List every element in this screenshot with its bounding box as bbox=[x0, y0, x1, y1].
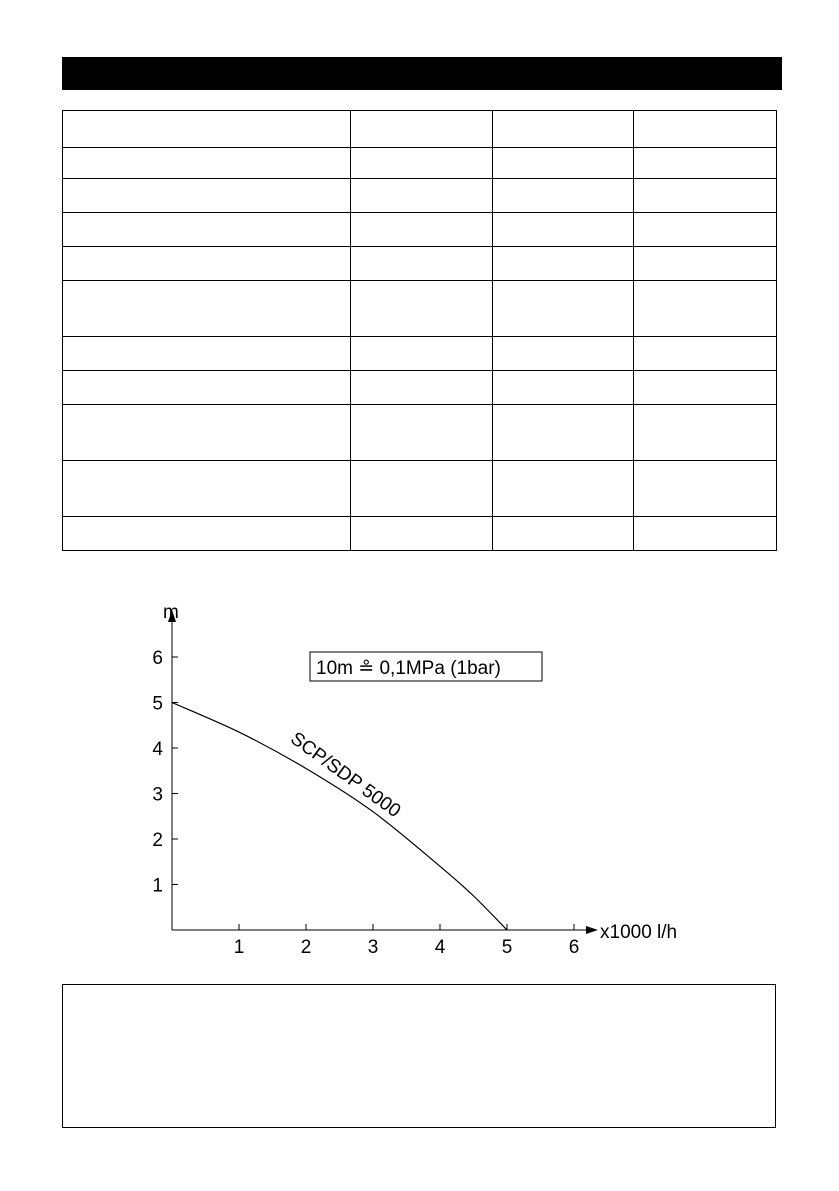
note-box bbox=[62, 984, 776, 1128]
table-cell bbox=[633, 281, 776, 337]
table-row bbox=[63, 213, 777, 247]
spec-table bbox=[62, 110, 777, 551]
table-row bbox=[63, 461, 777, 517]
table-cell bbox=[63, 405, 351, 461]
table-row bbox=[63, 148, 777, 179]
table-cell bbox=[351, 148, 492, 179]
x-ticks bbox=[234, 924, 580, 958]
y-tick-label: 4 bbox=[152, 739, 163, 760]
table-cell bbox=[492, 517, 633, 551]
table-cell bbox=[351, 247, 492, 281]
table-cell bbox=[351, 517, 492, 551]
header-bar bbox=[62, 57, 782, 90]
table-cell bbox=[63, 461, 351, 517]
table-cell bbox=[633, 213, 776, 247]
table-cell bbox=[633, 111, 776, 148]
table-cell bbox=[351, 405, 492, 461]
table-cell bbox=[63, 148, 351, 179]
table-cell bbox=[63, 517, 351, 551]
table-cell bbox=[63, 337, 351, 371]
table-row bbox=[63, 247, 777, 281]
table-cell bbox=[633, 247, 776, 281]
table-cell bbox=[351, 337, 492, 371]
table-cell bbox=[351, 213, 492, 247]
table-cell bbox=[63, 281, 351, 337]
table-cell bbox=[492, 371, 633, 405]
table-cell bbox=[633, 405, 776, 461]
y-axis-label: m bbox=[163, 602, 179, 623]
table-cell bbox=[492, 247, 633, 281]
x-axis-label: x1000 l/h bbox=[600, 922, 678, 943]
table-row bbox=[63, 405, 777, 461]
table-cell bbox=[492, 111, 633, 148]
y-tick-label: 6 bbox=[152, 648, 163, 669]
table-cell bbox=[633, 179, 776, 213]
table-cell bbox=[492, 281, 633, 337]
series-line bbox=[172, 703, 507, 931]
table-cell bbox=[492, 213, 633, 247]
x-tick-label: 2 bbox=[300, 937, 312, 958]
table-cell bbox=[63, 213, 351, 247]
table-cell bbox=[63, 179, 351, 213]
table-row bbox=[63, 337, 777, 371]
table-cell bbox=[63, 111, 351, 148]
table-cell bbox=[492, 337, 633, 371]
table-cell bbox=[63, 371, 351, 405]
table-cell bbox=[492, 405, 633, 461]
table-cell bbox=[351, 179, 492, 213]
table-cell bbox=[633, 461, 776, 517]
table-cell bbox=[351, 281, 492, 337]
y-ticks bbox=[152, 648, 178, 897]
table-cell bbox=[492, 461, 633, 517]
x-axis-arrow-icon bbox=[586, 926, 598, 934]
x-tick-label: 1 bbox=[233, 937, 245, 958]
series-label: SCP/SDP 5000 bbox=[286, 728, 405, 822]
table-row bbox=[63, 179, 777, 213]
y-tick-label: 1 bbox=[152, 875, 163, 897]
x-tick-label: 4 bbox=[434, 937, 446, 958]
table-cell bbox=[351, 461, 492, 517]
table-cell bbox=[492, 148, 633, 179]
table-cell bbox=[633, 371, 776, 405]
table-cell bbox=[633, 148, 776, 179]
table-cell bbox=[351, 371, 492, 405]
x-tick-label: 3 bbox=[367, 937, 379, 958]
table-cell bbox=[351, 111, 492, 148]
y-tick-label: 3 bbox=[152, 784, 163, 806]
table-row bbox=[63, 371, 777, 405]
table-row bbox=[63, 111, 777, 148]
x-tick-label: 5 bbox=[501, 937, 513, 958]
pump-performance-chart bbox=[0, 590, 839, 970]
table-cell bbox=[633, 517, 776, 551]
table-cell bbox=[63, 247, 351, 281]
y-tick-label: 5 bbox=[152, 693, 163, 715]
table-row bbox=[63, 281, 777, 337]
table-cell bbox=[633, 337, 776, 371]
annotation-text: 10m ≗ 0,1MPa (1bar) bbox=[316, 658, 501, 679]
x-tick-label: 6 bbox=[568, 937, 580, 958]
y-tick-label: 2 bbox=[152, 830, 163, 851]
table-row bbox=[63, 517, 777, 551]
table-cell bbox=[492, 179, 633, 213]
